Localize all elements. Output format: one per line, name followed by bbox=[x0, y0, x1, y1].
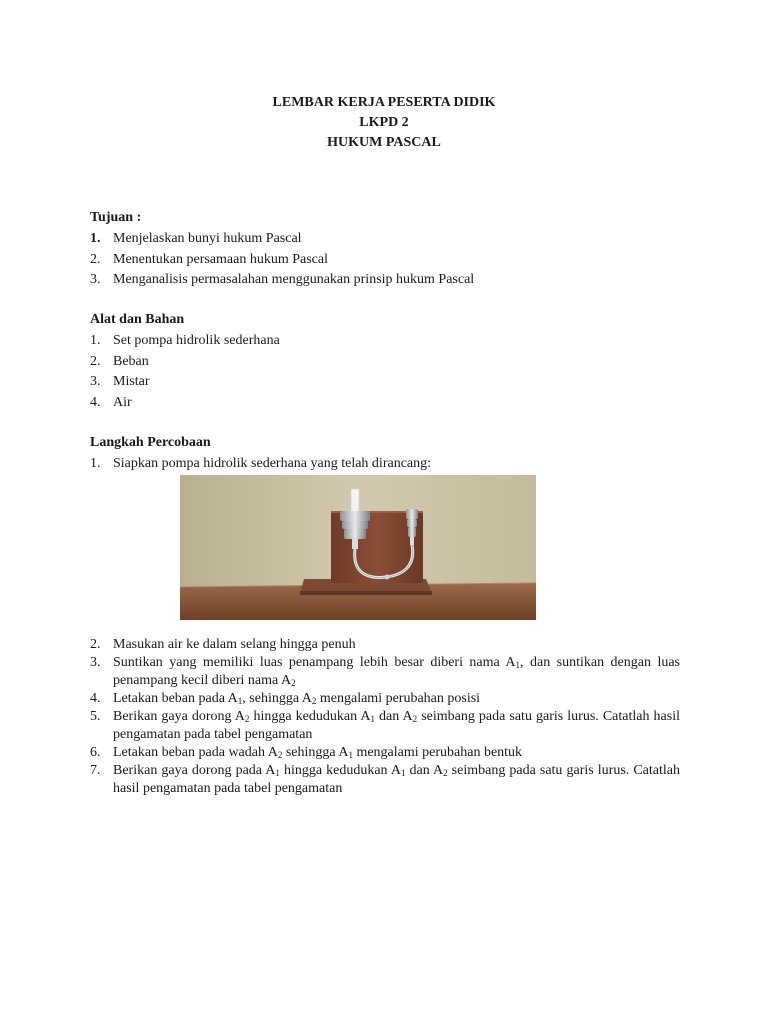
item-text: Menjelaskan bunyi hukum Pascal bbox=[113, 231, 302, 246]
list-item bbox=[90, 372, 680, 393]
item-text: Masukan air ke dalam selang hingga penuh bbox=[113, 637, 356, 652]
item-number: 2. bbox=[90, 251, 101, 267]
title-line-2: LKPD 2 bbox=[359, 115, 409, 130]
list-item bbox=[90, 744, 680, 762]
item-number: 7. bbox=[90, 763, 101, 778]
langkah-steps bbox=[90, 636, 680, 798]
list-item bbox=[90, 690, 680, 708]
item-number: 1. bbox=[90, 333, 101, 348]
item-number: 4. bbox=[90, 394, 101, 410]
list-item bbox=[90, 250, 680, 271]
langkah-step1 bbox=[90, 454, 680, 475]
item-number: 5. bbox=[90, 709, 101, 724]
item-number: 3. bbox=[90, 374, 101, 389]
item-text: Set pompa hidrolik sederhana bbox=[113, 333, 280, 348]
item-text: Menentukan persamaan hukum Pascal bbox=[113, 251, 328, 267]
item-number: 4. bbox=[90, 691, 101, 706]
item-number: 2. bbox=[90, 637, 101, 652]
document-title bbox=[0, 93, 768, 153]
item-number: 2. bbox=[90, 353, 101, 369]
list-item bbox=[90, 654, 680, 690]
item-text: Beban bbox=[113, 353, 149, 369]
list-item bbox=[90, 708, 680, 744]
item-number: 3. bbox=[90, 655, 101, 670]
list-item bbox=[90, 393, 680, 414]
item-text: Air bbox=[113, 394, 132, 410]
title-line-1: LEMBAR KERJA PESERTA DIDIK bbox=[272, 95, 496, 110]
list-item bbox=[90, 331, 680, 352]
item-number: 3. bbox=[90, 272, 101, 287]
alat-heading: Alat dan Bahan bbox=[90, 312, 185, 327]
item-text: Berikan gaya dorong pada $A_1$ hingga kedudukan $A_1$ dan $A_2$ seimbang pada satu garis lurus. Catatlah hasil pengamatan pada tabel pengamatan bbox=[113, 763, 680, 796]
item-text: Menganalisis permasalahan menggunakan prinsip hukum Pascal bbox=[113, 272, 475, 287]
list-item bbox=[90, 762, 680, 798]
item-number: 1. bbox=[90, 231, 101, 246]
list-item bbox=[90, 352, 680, 373]
tujuan-list bbox=[90, 229, 680, 291]
item-number: 6. bbox=[90, 745, 101, 760]
hydraulic-pump-photo bbox=[180, 475, 536, 620]
langkah-heading: Langkah Percobaan bbox=[90, 435, 211, 450]
tujuan-heading: Tujuan : bbox=[90, 210, 142, 225]
item-text: Suntikan yang memiliki luas penampang lebih besar diberi nama $A_1$, dan suntikan dengan luas penampang kecil diberi nama $A_2$ bbox=[113, 655, 680, 688]
list-item bbox=[90, 454, 680, 475]
item-number: 1. bbox=[90, 456, 101, 471]
list-item bbox=[90, 229, 680, 250]
item-text: Letakan beban pada wadah $A_2$ sehingga $A_1$ mengalami perubahan bentuk bbox=[113, 745, 523, 760]
list-item bbox=[90, 270, 680, 291]
item-text: Siapkan pompa hidrolik sederhana yang telah dirancang: bbox=[113, 456, 432, 471]
list-item bbox=[90, 636, 680, 654]
item-text: Letakan beban pada $A_1$, sehingga $A_2$ mengalami perubahan posisi bbox=[113, 691, 481, 706]
alat-list bbox=[90, 331, 680, 413]
item-text: Mistar bbox=[113, 374, 150, 389]
title-line-3: HUKUM PASCAL bbox=[327, 135, 441, 150]
item-text: Berikan gaya dorong $A_2$ hingga kedudukan $A_1$ dan $A_2$ seimbang pada satu garis lurus. Catatlah hasil pengamatan pada tabel pengamatan bbox=[113, 709, 680, 742]
